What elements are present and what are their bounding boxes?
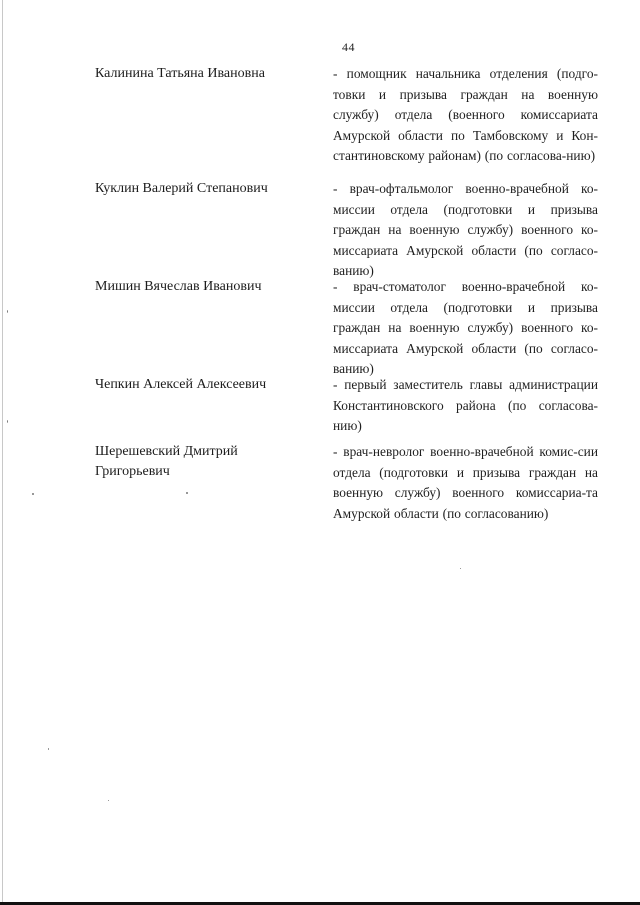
member-position: - помощник начальника отделения (подго-товки и призыва граждан на военную службу) отдела (военного комиссариата Амурской области по Тамбовскому и Кон-стантиновскому районам) (по согласова-нию) <box>333 66 598 163</box>
scan-speck <box>460 568 461 569</box>
member-position: - первый заместитель главы администрации Константиновского района (по согласова-нию) <box>333 377 598 433</box>
member-name: Мишин Вячеслав Иванович <box>95 279 262 294</box>
member-name: Куклин Валерий Степанович <box>95 181 268 196</box>
scan-speck <box>108 800 109 801</box>
member-name: Чепкин Алексей Алексеевич <box>95 377 267 392</box>
scan-speck <box>7 310 8 313</box>
member-position: - врач-стоматолог военно-врачебной ко-миссии отдела (подготовки и призыва граждан на военную службу) военного ко-миссариата Амурской области (по согласо-ванию) <box>333 279 598 376</box>
scan-speck <box>186 492 188 494</box>
member-position: - врач-офтальмолог военно-врачебной ко-миссии отдела (подготовки и призыва граждан на военную службу) военного ко-миссариата Амурской области (по согласо-ванию) <box>333 181 598 278</box>
scan-speck <box>32 493 34 495</box>
scan-left-edge <box>2 0 3 905</box>
scan-speck <box>7 420 8 423</box>
member-name: Шерешевский Дмитрий Григорьевич <box>95 444 238 479</box>
page-number: 44 <box>342 40 355 54</box>
member-name: Калинина Татьяна Ивановна <box>95 66 265 81</box>
scan-speck <box>48 748 49 750</box>
member-position: - врач-невролог военно-врачебной комис-сии отдела (подготовки и призыва граждан на военную службу) военного комиссариа-та Амурской области (по согласованию) <box>333 444 598 521</box>
